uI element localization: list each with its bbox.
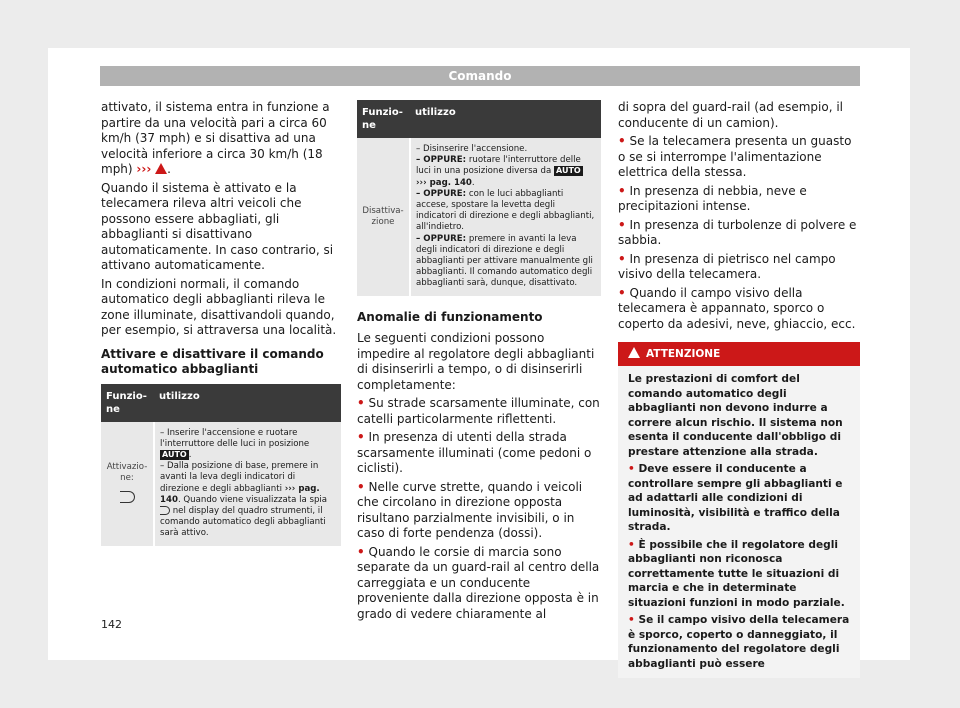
- high-beam-assist-icon: [160, 506, 170, 515]
- table-header-use: utilizzo: [410, 100, 601, 138]
- list-item: • Deve essere il conducente a controllare sempre gli abbaglianti e ad adattarli alle condizioni di luminosità, visibilità e traffico della strada.: [628, 463, 843, 533]
- cross-ref-link[interactable]: ››› pag. 140: [160, 483, 320, 505]
- paragraph: attivato, il sistema entra in funzione a partire da una velocità pari a circa 60 km/h (37 mph) e si disattiva ad una velocità inferiore a circa 30 km/h (18 mph) ››› .: [101, 100, 330, 176]
- table-header-function: Funzio-ne: [101, 384, 154, 422]
- list-item: • In presenza di pietrisco nel campo visivo della telecamera.: [618, 251, 836, 281]
- paragraph: di sopra del guard-rail (ad esempio, il conducente di un camion).: [618, 100, 844, 130]
- list-item: • In presenza di utenti della strada scarsamente illuminati (come pedoni o ciclisti).: [357, 430, 592, 476]
- high-beam-assist-icon: [120, 491, 135, 503]
- list-item: • In presenza di nebbia, neve e precipitazioni intense.: [618, 183, 807, 213]
- table-cell-function: Disattiva-zione: [357, 138, 410, 296]
- table-cell-function: [101, 422, 154, 546]
- column-2: [357, 100, 601, 625]
- auto-badge: AUTO: [556, 166, 581, 176]
- table-header-function: Funzio-ne: [357, 100, 410, 138]
- list-item: • Nelle curve strette, quando i veicoli che circolano in direzione opposta risultano parzialmente invisibili, o in caso di forte pendenza (dossi).: [357, 479, 583, 541]
- cross-ref-link[interactable]: ››› pag. 140: [416, 177, 472, 188]
- table-row: [357, 138, 601, 296]
- section-header: Comando: [100, 66, 860, 86]
- list-item: • Quando il campo visivo della telecamera è appannato, sporco o coperto da adesivi, neve, ghiaccio, ecc.: [618, 285, 856, 331]
- list-item: • È possibile che il regolatore degli abbaglianti non riconosca correttamente tutte le situazioni di marcia e che in determinate situazioni funzioni in modo parziale.: [628, 538, 845, 609]
- paragraph: In condizioni normali, il comando automatico degli abbaglianti rileva le zone illuminate, disattivandoli quando, per esempio, si attraversa una località.: [101, 276, 337, 337]
- warning-header: ATTENZIONE: [618, 342, 860, 366]
- section-heading: Anomalie di funzionamento: [357, 309, 543, 324]
- table-header-use: utilizzo: [154, 384, 341, 422]
- paragraph: Le seguenti condizioni possono impedire al regolatore degli abbaglianti di disinserirli a tempo, o di disinserirli completamente:: [357, 331, 595, 392]
- activation-table: [101, 384, 341, 546]
- warning-text: Le prestazioni di comfort del comando automatico degli abbaglianti non devono indurre a correre alcun rischio. Il sistema non esenta il conducente dall'obbligo di prestare attenzione alla strada.: [628, 373, 843, 458]
- section-heading: Attivare e disattivare il comando automatico abbaglianti: [101, 346, 324, 376]
- warning-box: [618, 342, 860, 678]
- deactivation-table: [357, 100, 601, 296]
- table-cell-use: – Inserire l'accensione e ruotare l'interruttore delle luci in posizione AUTO . – Dalla posizione di base, premere in avanti la leva degli indicatori di direzione e degli abbaglianti ››› pag. 140. Quando viene visualizzata la spia nel display del quadro strumenti, il comando automatico degli abbaglianti sarà attivo.: [154, 422, 341, 546]
- table-row: [101, 422, 341, 546]
- warning-triangle-icon: [628, 347, 640, 358]
- warning-triangle-icon: [155, 163, 167, 174]
- page-number: 142: [101, 618, 122, 631]
- column-3: [618, 100, 860, 678]
- column-1: [101, 100, 341, 546]
- list-item: • Se il campo visivo della telecamera è sporco, coperto o danneggiato, il funzionamento del regolatore degli abbaglianti può essere: [628, 614, 850, 670]
- function-label: Attivazio-ne:: [106, 462, 148, 484]
- auto-badge: AUTO: [162, 449, 187, 459]
- cross-ref-link[interactable]: ›››: [136, 162, 152, 176]
- table-cell-use: – Disinserire l'accensione. – OPPURE: ruotare l'interruttore delle luci in una posizione diversa da AUTO ››› pag. 140. – OPPURE: con le luci abbaglianti accese, spostare la levetta degli indicatori di direzione e degli abbaglianti, all'indietro. – OPPURE: premere in avanti la leva degli indicatori di direzione e degli abbaglianti per attivare manualmente gli abbaglianti. Il comando automatico degli abbaglianti sarà, dunque, disattivato.: [410, 138, 601, 296]
- list-item: • In presenza di turbolenze di polvere e sabbia.: [618, 217, 857, 247]
- list-item: • Quando le corsie di marcia sono separate da un guard-rail al centro della carreggiata e un conducente proveniente dalla direzione opposta è in grado di vedere chiaramente al: [357, 544, 600, 621]
- paragraph: Quando il sistema è attivato e la telecamera rileva altri veicoli che possono essere abbagliati, gli abbaglianti si disattivano automaticamente. In caso contrario, si attivano automaticamente.: [101, 180, 334, 272]
- list-item: • Se la telecamera presenta un guasto o se si interrompe l'alimentazione elettrica della stessa.: [618, 134, 852, 179]
- warning-body: [618, 366, 860, 678]
- list-item: • Su strade scarsamente illuminate, con catelli particolarmente riflettenti.: [357, 396, 600, 426]
